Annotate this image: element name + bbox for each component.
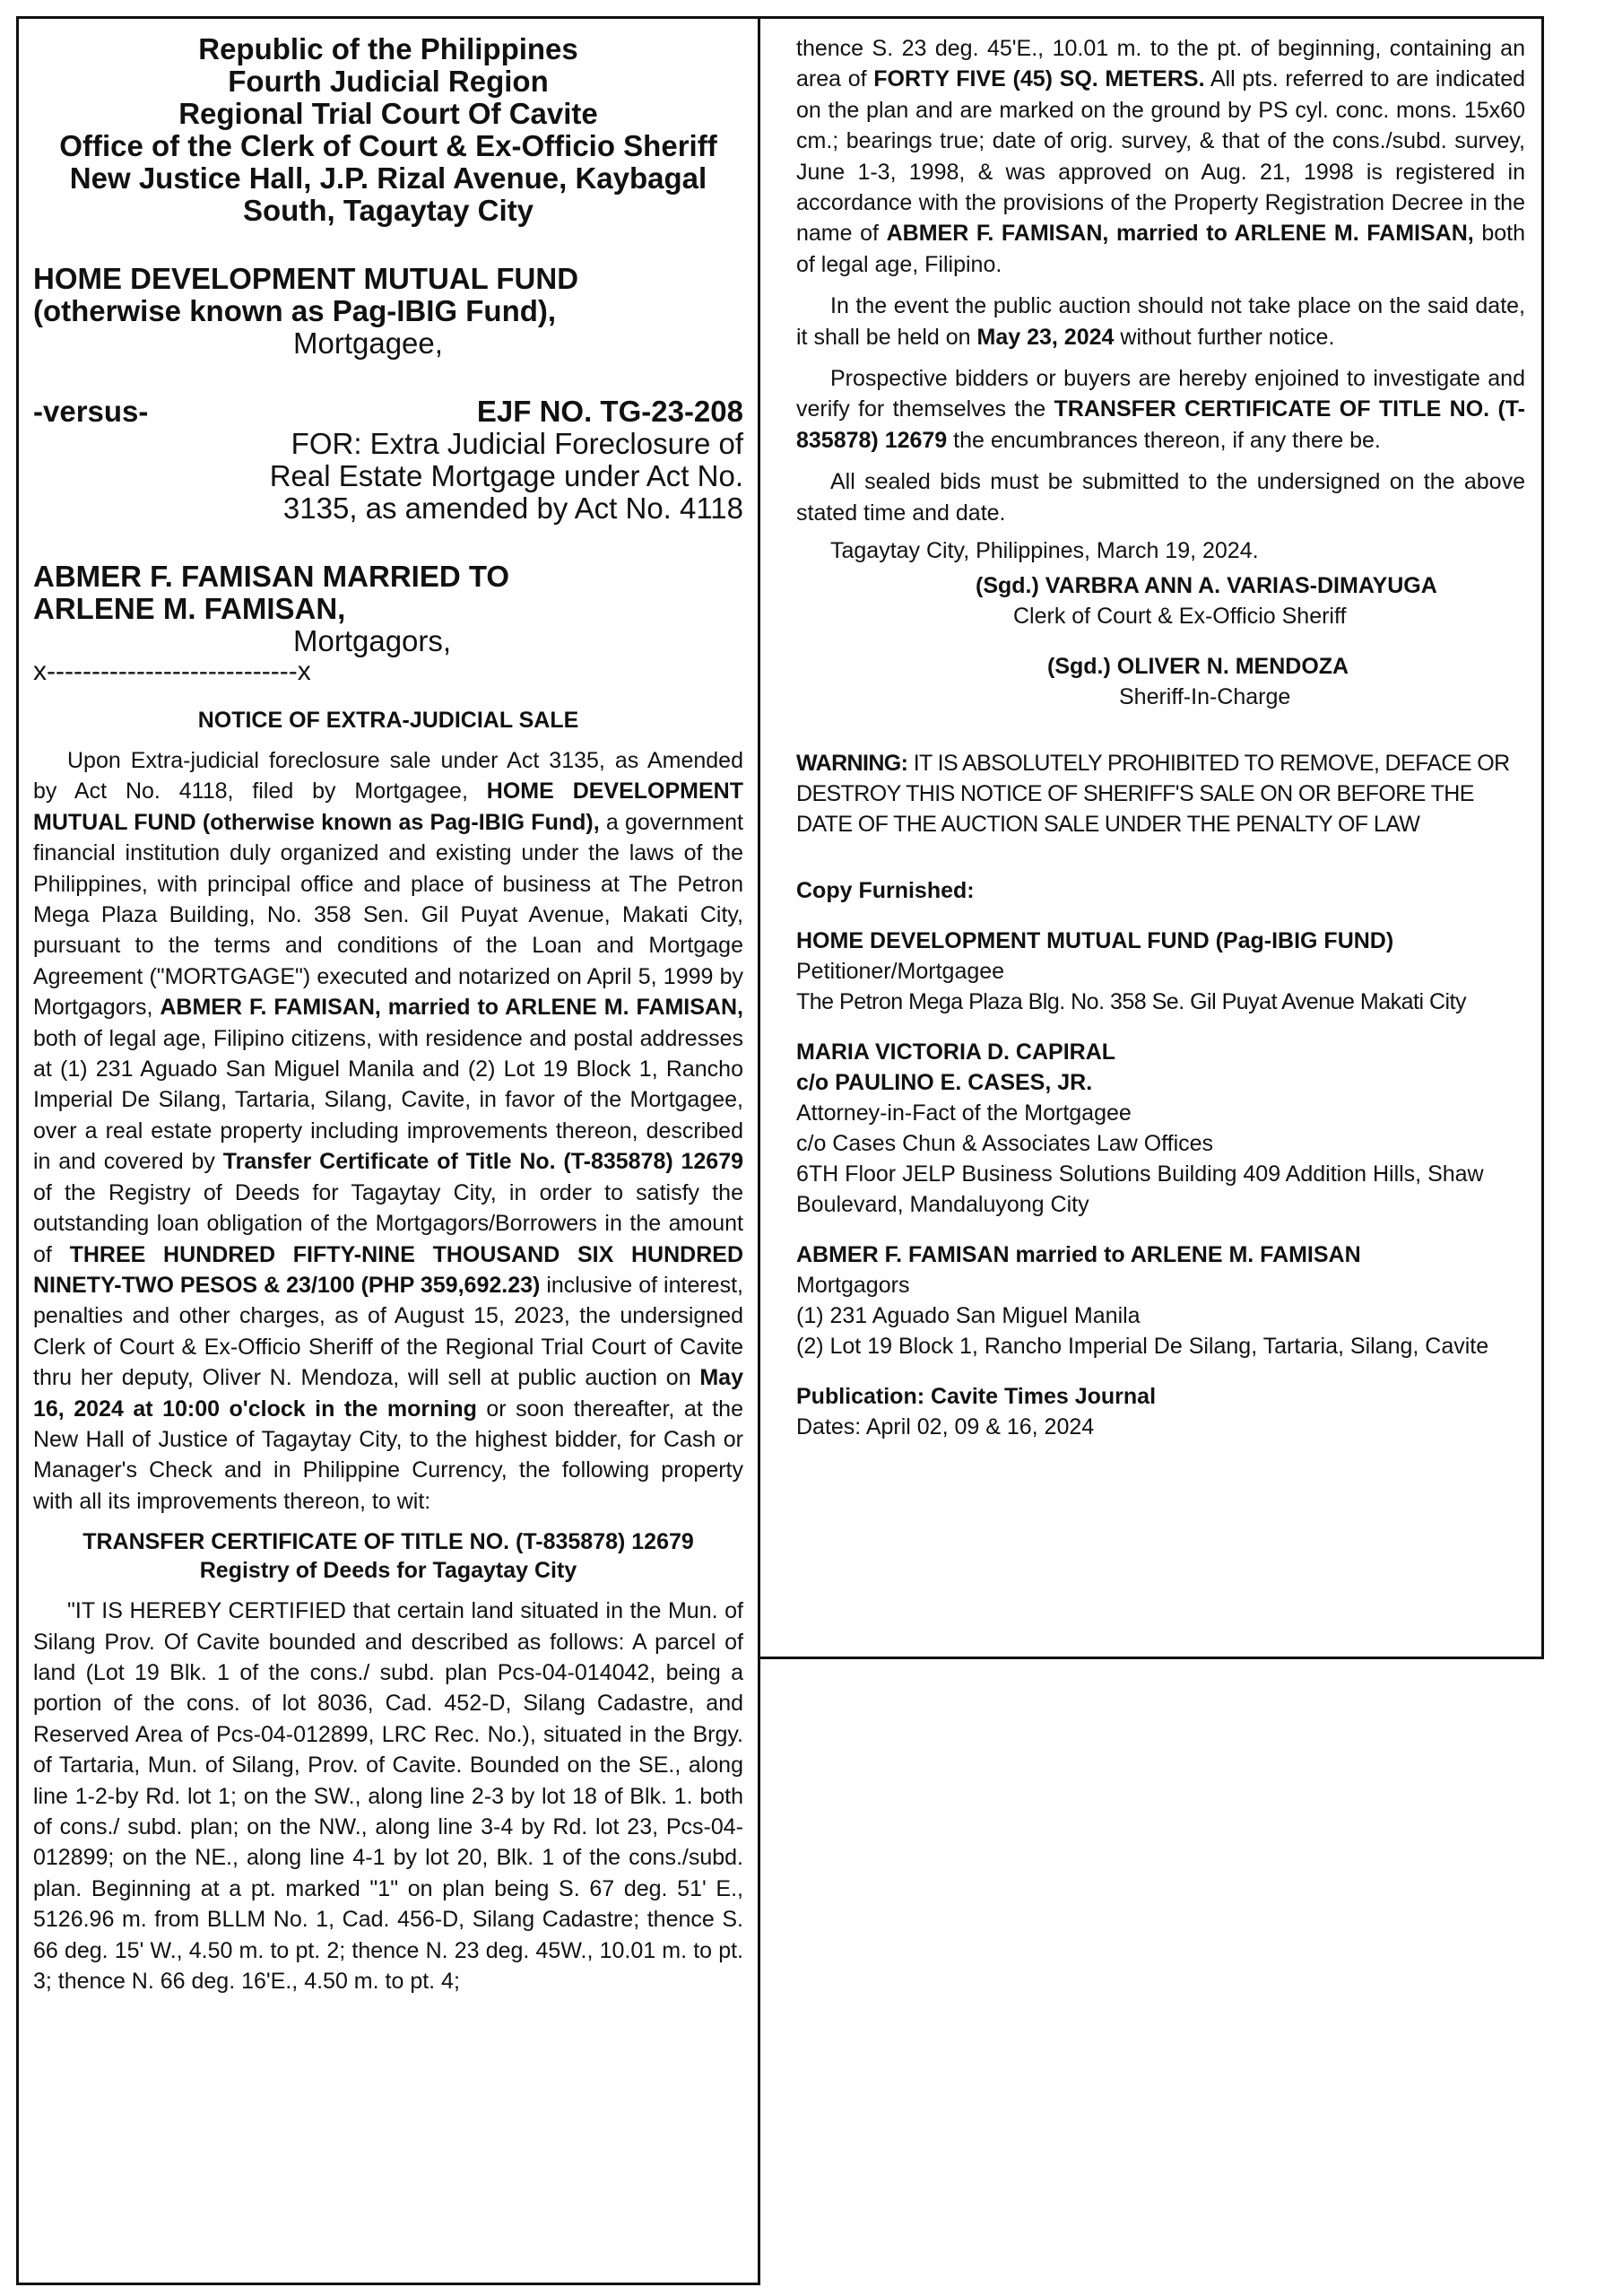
sheriff-title: Sheriff-In-Charge — [1119, 683, 1291, 709]
left-column-box — [16, 16, 760, 2285]
mortgagor-name-spouse: ARLENE M. FAMISAN, — [33, 592, 346, 625]
sealed-bids-paragraph: All sealed bids must be submitted to the undersigned on the above stated time and date. — [796, 469, 1525, 526]
publication-label: Publication: Cavite Times Journal — [796, 1383, 1157, 1409]
mortgagee-name: HOME DEVELOPMENT MUTUAL FUND — [33, 262, 579, 295]
recipient-detail: (1) 231 Aguado San Miguel Manila — [796, 1302, 1141, 1328]
mortgagee-role: Mortgagee, — [293, 326, 443, 360]
alternate-auction-date-paragraph: In the event the public auction should not take place on the said date, it shall be held on May 23, 2024 without further notice. — [796, 293, 1525, 350]
recipient-name: c/o PAULINO E. CASES, JR. — [796, 1069, 1093, 1095]
mortgagor-name: ABMER F. FAMISAN MARRIED TO — [33, 560, 510, 593]
clerk-title: Clerk of Court & Ex-Officio Sheriff — [1013, 603, 1347, 629]
notice-title: NOTICE OF EXTRA-JUDICIAL SALE — [197, 708, 579, 733]
recipient-name: MARIA VICTORIA D. CAPIRAL — [796, 1039, 1116, 1065]
sheriff-signature-block — [796, 651, 1525, 712]
tct-registry: Registry of Deeds for Tagaytay City — [199, 1558, 577, 1584]
clerk-name: (Sgd.) VARBRA ANN A. VARIAS-DIMAYUGA — [976, 572, 1437, 598]
recipient-detail: 6TH Floor JELP Business Solutions Building 409 Addition Hills, Shaw Boulevard, Mandaluyong City — [796, 1161, 1484, 1217]
versus-label: -versus- — [33, 395, 149, 428]
clerk-signature-block — [796, 570, 1525, 631]
case-caption — [33, 263, 743, 686]
case-number: EJF NO. TG-23-208 — [476, 395, 743, 428]
recipient-detail: Petitioner/Mortgagee — [796, 958, 1005, 984]
copy-furnished-heading: Copy Furnished: — [796, 877, 975, 903]
caption-separator: x----------------------------x — [33, 657, 311, 686]
header-line: Republic of the Philippines — [198, 32, 578, 65]
header-line: New Justice Hall, J.P. Rizal Avenue, Kaybagal — [69, 161, 707, 195]
property-description-continued: thence S. 23 deg. 45'E., 10.01 m. to the pt. of beginning, containing an area of FORTY FIVE (45) SQ. METERS. All pts. referred to are indicated on the plan and are marked on the ground by PS cyl. conc. mons. 15x60 cm.; bearings true; date of orig. survey, & that of the cons./subd. survey, June 1-3, 1998, & was approved on Aug. 21, 1998 is registered in accordance with the provisions of the Property Registration Decree in the name of ABMER F. FAMISAN, married to ARLENE M. FAMISAN, both of legal age, Filipino. — [796, 36, 1526, 277]
recipient-name: HOME DEVELOPMENT MUTUAL FUND (Pag-IBIG FUND) — [796, 927, 1394, 953]
warning-notice: WARNING: IT IS ABSOLUTELY PROHIBITED TO REMOVE, DEFACE OR DESTROY THIS NOTICE OF SHERIFF'S SALE ON OR BEFORE THE DATE OF THE AUCTION SALE UNDER THE PENALTY OF LAW — [796, 750, 1510, 837]
court-header — [33, 33, 743, 227]
header-line: Fourth Judicial Region — [228, 65, 549, 98]
header-line: Regional Trial Court Of Cavite — [178, 97, 598, 130]
recipient-block — [796, 1037, 1525, 1220]
recipient-detail: (2) Lot 19 Block 1, Rancho Imperial De Silang, Tartaria, Silang, Cavite — [796, 1333, 1489, 1359]
recipient-detail: c/o Cases Chun & Associates Law Offices — [796, 1130, 1214, 1156]
right-column-box — [760, 16, 1544, 1659]
recipient-detail: Attorney-in-Fact of the Mortgagee — [796, 1100, 1132, 1126]
header-line: Office of the Clerk of Court & Ex-Officio Sheriff — [59, 129, 717, 162]
case-subject-line: Real Estate Mortgage under Act No. — [269, 459, 743, 492]
header-line: South, Tagaytay City — [243, 194, 534, 227]
sheriff-name: (Sgd.) OLIVER N. MENDOZA — [1047, 653, 1349, 679]
publication-dates: Dates: April 02, 09 & 16, 2024 — [796, 1413, 1095, 1439]
versus-row — [33, 396, 743, 428]
case-subject-line: FOR: Extra Judicial Foreclosure of — [291, 427, 743, 460]
notice-paragraph-1: Upon Extra-judicial foreclosure sale under Act 3135, as Amended by Act No. 4118, filed by Mortgagee, HOME DEVELOPMENT MUTUAL FUND (otherwise known as Pag-IBIG Fund), a government financial institution duly organized and existing under the laws of the Philippines, with principal office and place of business at The Petron Mega Plaza Building, No. 358 Sen. Gil Puyat Avenue, Makati City, pursuant to the terms and conditions of the Loan and Mortgage Agreement ("MORTGAGE") executed and notarized on April 5, 1999 by Mortgagors, ABMER F. FAMISAN, married to ARLENE M. FAMISAN, both of legal age, Filipino citizens, with residence and postal addresses at (1) 231 Aguado San Miguel Manila and (2) Lot 19 Block 1, Rancho Imperial De Silang, Tartaria, Silang, Cavite, in favor of the Mortgagee, over a real estate property including improvements thereon, described in and covered by Transfer Certificate of Title No. (T-835878) 12679 of the Registry of Deeds for Tagaytay City, in order to satisfy the outstanding loan obligation of the Mortgagors/Borrowers in the amount of THREE HUNDRED FIFTY-NINE THOUSAND SIX HUNDRED NINETY-TWO PESOS & 23/100 (PHP 359,692.23) inclusive of interest, penalties and other charges, as of August 15, 2023, the undersigned Clerk of Court & Ex-Officio Sheriff of the Regional Trial Court of Cavite thru her deputy, Oliver N. Mendoza, will sell at public auction on May 16, 2024 at 10:00 o'clock in the morning or soon thereafter, at the New Hall of Justice of Tagaytay City, to the highest bidder, for Cash or Manager's Check and in Philippine Currency, the following property with all its improvements thereon, to wit: — [33, 748, 744, 1514]
recipient-block — [796, 1239, 1525, 1361]
mortgagor-role: Mortgagors, — [293, 624, 452, 657]
place-and-date: Tagaytay City, Philippines, March 19, 2024. — [830, 538, 1259, 564]
recipient-name: ABMER F. FAMISAN married to ARLENE M. FAMISAN — [796, 1241, 1361, 1267]
recipient-detail: The Petron Mega Plaza Blg. No. 358 Se. Gil Puyat Avenue Makati City — [796, 988, 1467, 1014]
recipient-detail: Mortgagors — [796, 1272, 910, 1298]
tct-title: TRANSFER CERTIFICATE OF TITLE NO. (T-835878) 12679 — [82, 1529, 694, 1555]
case-subject-line: 3135, as amended by Act No. 4118 — [282, 491, 743, 525]
property-description: "IT IS HEREBY CERTIFIED that certain land situated in the Mun. of Silang Prov. Of Cavite bounded and described as follows: A parcel of land (Lot 19 Blk. 1 of the cons./ subd. plan Pcs-04-014042, being a portion of the cons. of lot 8036, Cad. 452-D, Silang Cadastre, and Reserved Area of Pcs-04-012899, LRC Rec. No.), situated in the Brgy. of Tartaria, Mun. of Silang, Prov. of Cavite. Bounded on the SE., along line 1-2-by Rd. lot 1; on the SW., along line 2-3 by lot 18 of Blk. 1. both of cons./ subd. plan; on the NW., along line 3-4 by Rd. lot 23, Pcs-04-012899; on the NE., along line 4-1 by lot 20, Blk. 1 of the cons./subd. plan. Beginning at a pt. marked "1" on plan being S. 67 deg. 51' E., 5126.96 m. from BLLM No. 1, Cad. 456-D, Silang Cadastre; thence S. 66 deg. 15' W., 4.50 m. to pt. 2; thence N. 23 deg. 45W., 10.01 m. to pt. 3; thence N. 66 deg. 16'E., 4.50 m. to pt. 4; — [33, 1598, 743, 1995]
mortgagee-name-alias: (otherwise known as Pag-IBIG Fund), — [33, 294, 557, 327]
recipient-block — [796, 926, 1525, 1017]
bidders-paragraph: Prospective bidders or buyers are hereby enjoined to investigate and verify for themselves the TRANSFER CERTIFICATE OF TITLE NO. (T-835878) 12679 the encumbrances thereon, if any there be. — [796, 366, 1525, 453]
